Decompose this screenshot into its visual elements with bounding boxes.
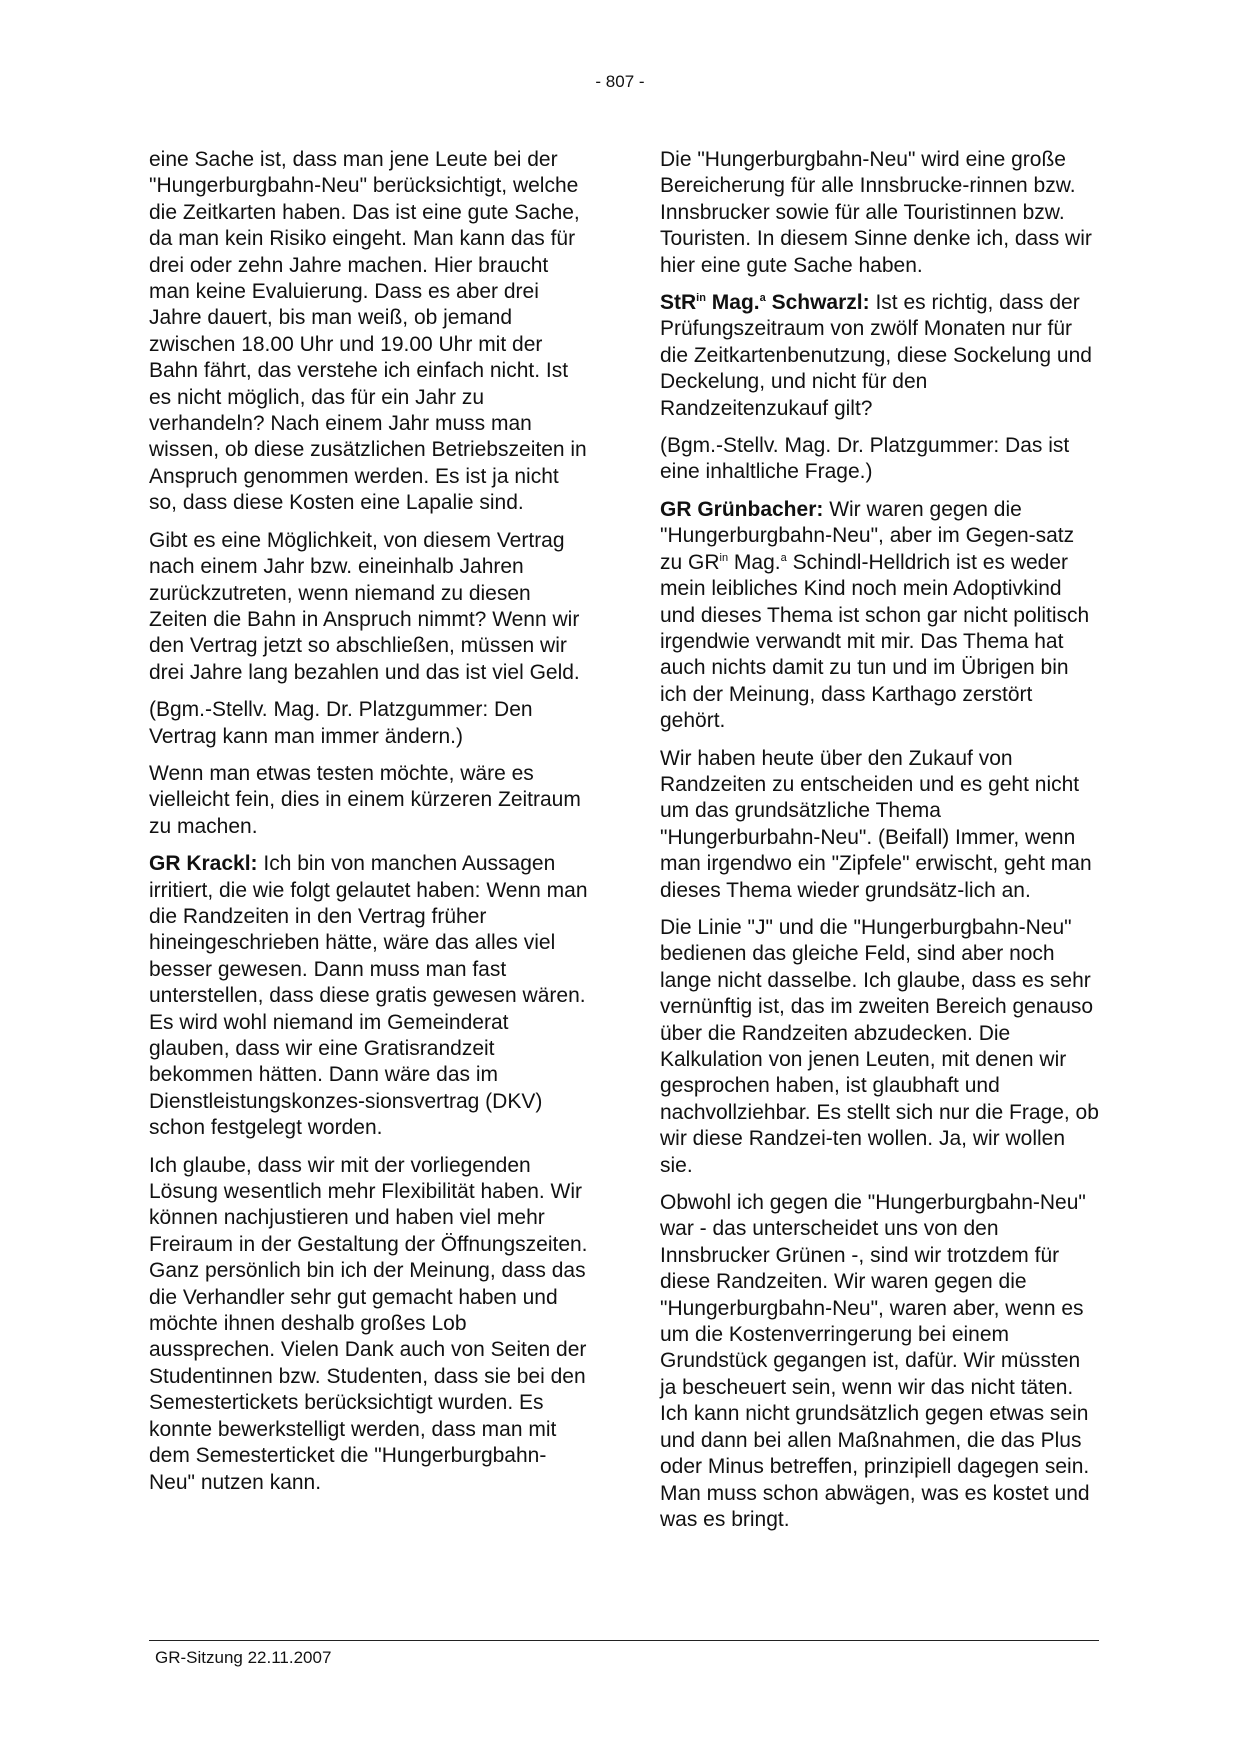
paragraph [660, 746, 1100, 904]
paragraph-text: (Bgm.-Stellv. Mag. Dr. Platzgummer: Den Vertrag kann man immer ändern.) [149, 698, 533, 748]
speaker-title: Mag. [705, 291, 760, 315]
paragraph [149, 147, 589, 517]
speaker-surname: Schwarzl: [765, 291, 870, 315]
speaker-name [660, 291, 870, 314]
superscript: in [719, 551, 729, 564]
paragraph [660, 147, 1100, 279]
paragraph-text: eine Sache ist, dass man jene Leute bei der "Hungerburgbahn-Neu" berücksichtigt, welche die Zeitkarten haben. Das ist eine gute Sache, da man kein Risiko eingeht. Man kann das für drei oder zehn Jahre machen. Hier braucht man keine Evaluierung. Dass es aber drei Jahre dauert, bis man weiß, ob jemand zwischen 18.00 Uhr und 19.00 Uhr mit der Bahn fährt, das verstehe ich einfach nicht. Ist es nicht möglich, das für ein Jahr zu verhandeln? Nach einem Jahr muss man wissen, ob diese zusätzlichen Betriebszeiten in Anspruch genommen werden. Es ist ja nicht so, dass diese Kosten eine Lapalie sind. [149, 148, 587, 515]
paragraph-text: Die "Hungerburgbahn-Neu" wird eine große Bereicherung für alle Innsbrucke-rinnen bzw. Innsbrucker sowie für alle Touristinnen bzw. Touristen. In diesem Sinne denke ich, dass wir hier eine gute Sache haben. [660, 148, 1092, 277]
paragraph [660, 290, 1100, 422]
paragraph [660, 497, 1100, 735]
speaker-title: StR [660, 291, 697, 315]
left-column [149, 147, 589, 1507]
paragraph-text: Die Linie "J" und die "Hungerburgbahn-Neu" bedienen das gleiche Feld, sind aber noch lange nicht dasselbe. Ich glaube, dass es sehr vernünftig ist, das im zweiten Bereich genauso über die Randzeiten abzudecken. Die Kalkulation von jenen Leuten, mit denen wir gesprochen haben, ist glaubhaft und nachvollziehbar. Es stellt sich nur die Frage, ob wir diese Randzei-ten wollen. Ja, wir wollen sie. [660, 915, 1099, 1177]
paragraph [660, 915, 1100, 1179]
paragraph [149, 761, 589, 840]
paragraph [149, 528, 589, 686]
footer-text: GR-Sitzung 22.11.2007 [155, 1648, 332, 1667]
paragraph-text: Wenn man etwas testen möchte, wäre es vielleicht fein, dies in einem kürzeren Zeitraum zu machen. [149, 761, 581, 838]
paragraph-text: Ich glaube, dass wir mit der vorliegenden Lösung wesentlich mehr Flexibilität haben. Wir können nachjustieren und haben viel mehr Freiraum in der Gestaltung der Öffnungszeiten. Ganz persönlich bin ich der Meinung, dass das die Verhandler sehr gut gemacht haben und möchte ihnen deshalb großes Lob aussprechen. Vielen Dank auch von Seiten der Studentinnen bzw. Studenten, dass sie bei den Semestertickets berücksichtigt wurden. Es konnte bewerkstelligt werden, dass man mit dem Semesterticket die "Hungerburgbahn-Neu" nutzen kann. [149, 1153, 588, 1494]
footer-divider [149, 1640, 1099, 1641]
paragraph-text: Wir haben heute über den Zukauf von Randzeiten zu entscheiden und es geht nicht um das grundsätzliche Thema "Hungerburbahn-Neu". (Beifall) Immer, wenn man irgendwo ein "Zipfele" erwischt, geht man dieses Thema wieder grundsätz-lich an. [660, 746, 1092, 902]
superscript: a [759, 292, 766, 305]
superscript: in [696, 292, 706, 305]
right-column [660, 147, 1100, 1544]
paragraph [149, 697, 589, 750]
paragraph-text: Obwohl ich gegen die "Hungerburgbahn-Neu" war - das unterscheidet uns von den Innsbrucker Grünen -, sind wir trotzdem für diese Randzeiten. Wir waren gegen die "Hungerburgbahn-Neu", waren aber, wenn es um die Kostenverringerung bei einem Grundstück gegangen ist, dafür. Wir müssten ja bescheuert sein, wenn wir das nicht täten. Ich kann nicht grundsätzlich gegen etwas sein und dann bei allen Maßnahmen, die das Plus oder Minus betreffen, prinzipiell dagegen sein. Man muss schon abwägen, was es kostet und was es bringt. [660, 1191, 1090, 1531]
speaker-name: GR Grünbacher: [660, 497, 824, 521]
paragraph-text: Ich bin von manchen Aussagen irritiert, die wie folgt gelautet haben: Wenn man die Randzeiten in den Vertrag früher hineingeschrieben hätte, wäre das alles viel besser gewesen. Dann muss man fast unterstellen, dass diese gratis gewesen wären. Es wird wohl niemand im Gemeinderat glauben, dass wir eine Gratisrandzeit bekommen hätten. Dann wäre das im Dienstleistungskonzes-sionsvertrag (DKV) schon festgelegt worden. [149, 852, 588, 1140]
paragraph [149, 851, 589, 1141]
paragraph-text: Gibt es eine Möglichkeit, von diesem Vertrag nach einem Jahr bzw. eineinhalb Jahren zurückzutreten, wenn niemand zu diesen Zeiten die Bahn in Anspruch nimmt? Wenn wir den Vertrag jetzt so abschließen, müssen wir drei Jahre lang bezahlen und das ist viel Geld. [149, 528, 580, 684]
paragraph-text: Ist es richtig, dass der Prüfungszeitraum von zwölf Monaten nur für die Zeitkartenbenutzung, diese Sockelung und Deckelung, und nicht für den Randzeitenzukauf gilt? [660, 291, 1092, 420]
paragraph-text: (Bgm.-Stellv. Mag. Dr. Platzgummer: Das ist eine inhaltliche Frage.) [660, 434, 1070, 484]
paragraph [660, 433, 1100, 486]
superscript: a [780, 551, 787, 564]
paragraph-text: Schindl-Helldrich ist es weder mein leibliches Kind noch mein Adoptivkind und dieses Thema ist schon gar nicht politisch irgendwie verwandt mit mir. Das Thema hat auch nichts damit zu tun und im Übrigen bin ich der Meinung, dass Karthago zerstört gehört. [660, 550, 1090, 733]
paragraph [660, 1190, 1100, 1533]
speaker-name: GR Krackl: [149, 852, 258, 876]
paragraph [149, 1153, 589, 1496]
paragraph-text: Mag. [728, 550, 781, 574]
page-number: - 807 - [595, 72, 645, 91]
paragraph-text: Wir waren gegen die "Hungerburgbahn-Neu", aber im Gegen-satz zu GR [660, 497, 1075, 574]
